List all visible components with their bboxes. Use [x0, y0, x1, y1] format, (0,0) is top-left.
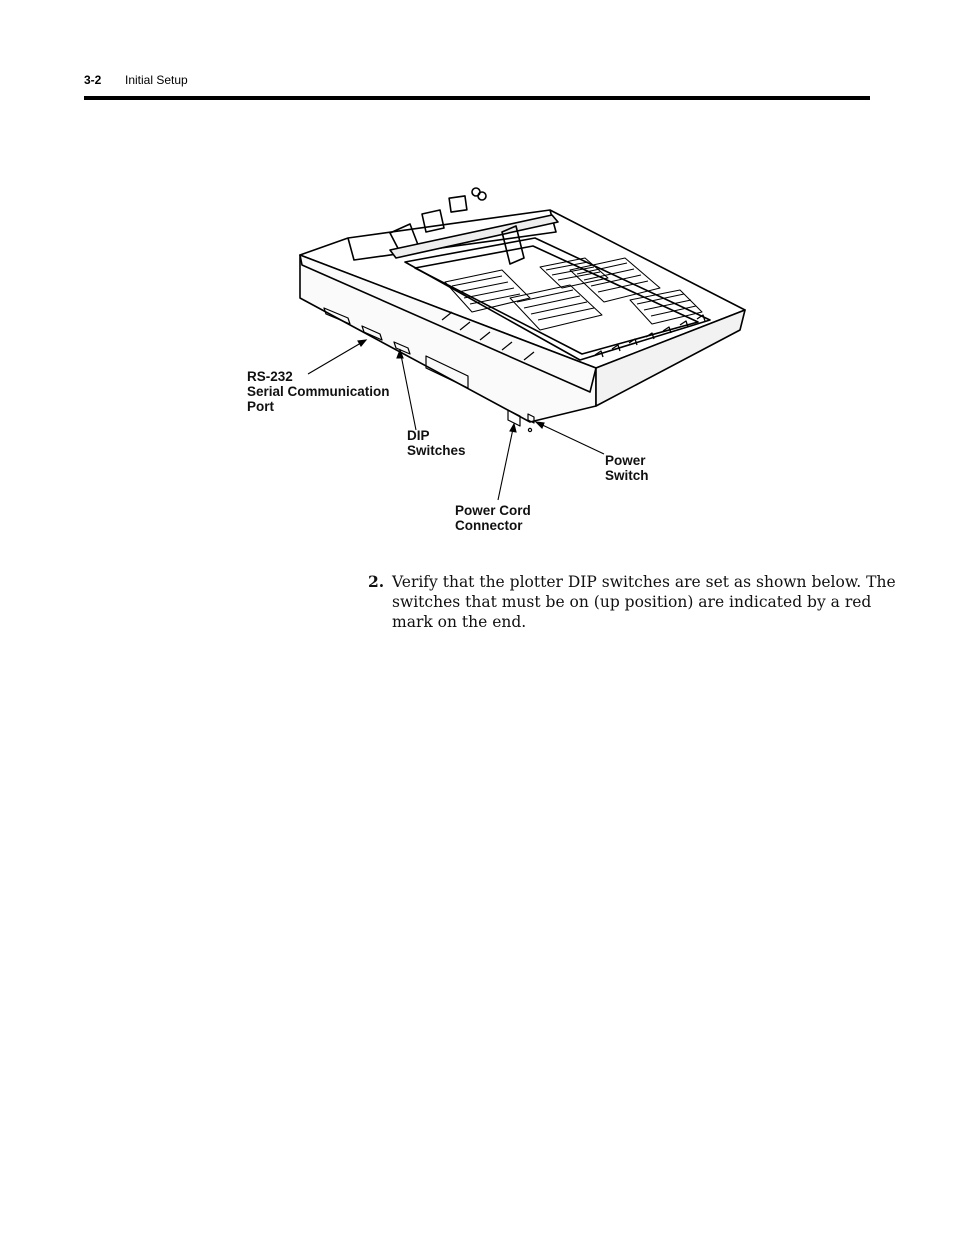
dip-switches-callout [407, 428, 466, 458]
power-switch-callout [605, 453, 649, 483]
section-title: Initial Setup [125, 73, 188, 87]
callout-line: Port [247, 399, 274, 414]
callout-line: Switch [605, 468, 649, 483]
power-cord-connector-callout [455, 503, 531, 533]
rs232-port-callout [247, 369, 390, 414]
step-line: mark on the end. [392, 613, 527, 631]
header-rule [84, 96, 870, 100]
page-number: 3-2 [84, 73, 102, 87]
callout-line: Switches [407, 443, 466, 458]
callout-line: RS-232 [247, 369, 293, 384]
step-line: Verify that the plotter DIP switches are set as shown below. The [392, 573, 896, 591]
callout-line: Power [605, 453, 646, 468]
step-number: 2. [368, 572, 385, 591]
plotter-illustration [240, 170, 760, 550]
step-text [392, 572, 896, 632]
step-line: switches that must be on (up position) are indicated by a red [392, 593, 872, 611]
callout-line: DIP [407, 428, 430, 443]
callout-line: Connector [455, 518, 523, 533]
callout-line: Power Cord [455, 503, 531, 518]
callout-line: Serial Communication [247, 384, 390, 399]
